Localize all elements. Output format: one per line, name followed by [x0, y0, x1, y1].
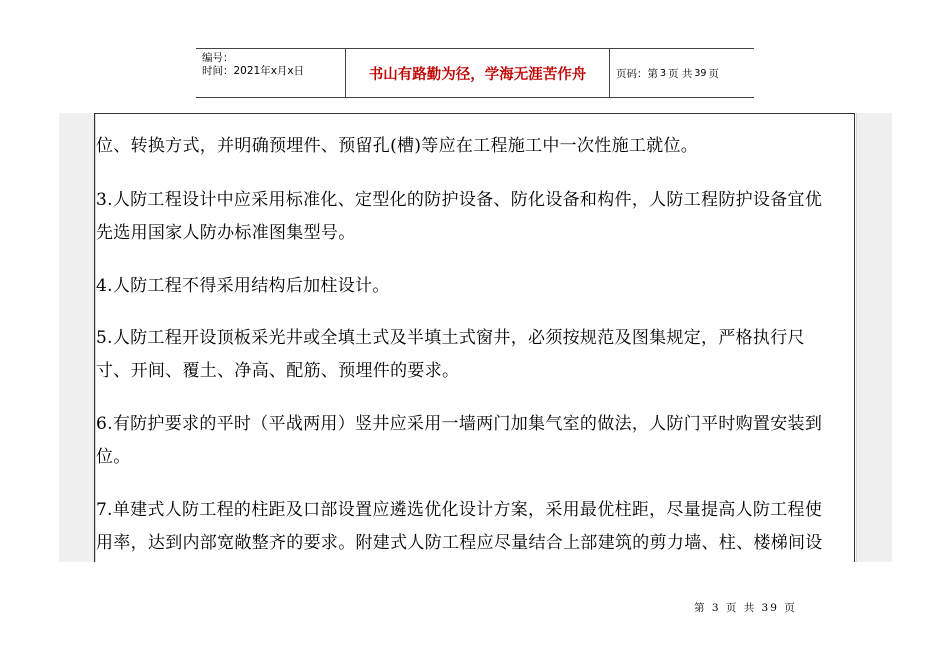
time-label: 时间：2021年x月x日 [202, 65, 305, 77]
number-label: 编号： [202, 52, 234, 64]
page-current: 3 [660, 67, 667, 79]
motto: 书山有路勤为径，学海无涯苦作舟 [346, 49, 610, 97]
paragraph [95, 494, 823, 560]
content-box [94, 113, 855, 562]
paragraph-line: 7.单建式人防工程的柱距及口部设置应遴选优化设计方案，采用最优柱距，尽量提高人防工程使 [96, 500, 823, 520]
page-footer: 第 3 页 共 39 页 [694, 602, 797, 614]
page-end: 页 [708, 67, 719, 80]
paragraph-line: 6.有防护要求的平时（平战两用）竖井应采用一墙两门加集气室的做法，人防门平时购置安装到 [96, 414, 823, 434]
paragraph [95, 270, 390, 303]
document-header [196, 48, 754, 98]
paragraph-line: 位。 [96, 447, 131, 467]
paragraph [95, 184, 822, 250]
page-indicator [610, 49, 754, 97]
paragraph-line: 先选用国家人防办标准图集型号。 [96, 223, 356, 243]
right-margin-band [856, 113, 892, 562]
left-margin-band [59, 113, 96, 562]
paragraph [95, 130, 698, 163]
paragraph-line: 5.人防工程开设顶板采光井或全填土式及半填土式窗井，必须按规范及图集规定，严格执行尺 [96, 328, 805, 348]
paragraph-line: 位、转换方式，并明确预埋件、预留孔(槽)等应在工程施工中一次性施工就位。 [96, 136, 699, 156]
paragraph-line: 4.人防工程不得采用结构后加柱设计。 [96, 276, 390, 296]
paragraph-line: 3.人防工程设计中应采用标准化、定型化的防护设备、防化设备和构件，人防工程防护设备宜优 [96, 190, 823, 210]
paragraph-line: 用率，达到内部宽敞整齐的要求。附建式人防工程应尽量结合上部建筑的剪力墙、柱、楼梯间设 [96, 533, 823, 553]
paragraph [95, 322, 805, 388]
page-mid: 页 共 [668, 67, 693, 80]
page-label: 页码：第 [616, 67, 658, 80]
page-total: 39 [694, 67, 707, 79]
header-meta-cell [196, 49, 346, 97]
paragraph [95, 408, 822, 474]
paragraph-line: 寸、开间、覆土、净高、配筋、预埋件的要求。 [96, 361, 460, 381]
